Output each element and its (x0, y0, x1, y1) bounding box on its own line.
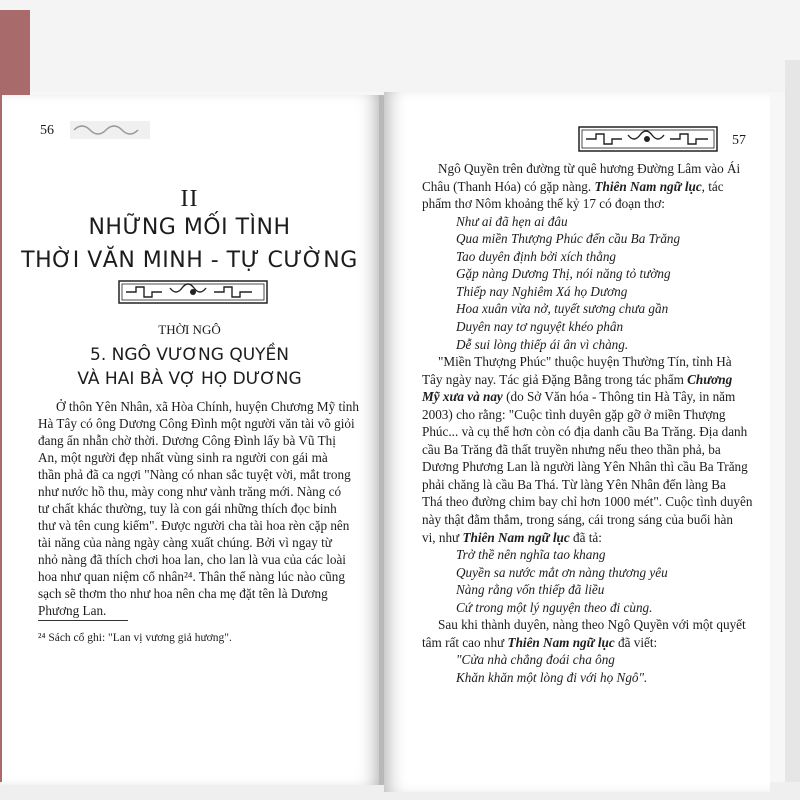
body-line: tâm rất cao như Thiên Nam ngữ lục đã viết: (422, 634, 658, 650)
section-title-line1: 5. NGÔ VƯƠNG QUYỀN (90, 345, 289, 365)
body-line: Phương Lan. (38, 603, 107, 618)
verse-line: Dễ sui lòng thiếp ái ân vì chàng. (456, 336, 629, 352)
scan-top-area (0, 0, 800, 92)
header-ornament-icon (578, 126, 718, 152)
body-line: Châu (Thanh Hóa) có gặp nàng. Thiên Nam ngữ lục, tác (422, 178, 724, 194)
chapter-number: II (180, 186, 199, 212)
chapter-title-line1: NHỮNG MỐI TÌNH (88, 215, 291, 240)
body-line: Dương Phương Lan là người làng Yên Nhân thì cầu Ba Trăng (422, 459, 748, 475)
body-line: "Miền Thượng Phúc" thuộc huyện Thường Tín, tỉnh Hà (438, 354, 732, 370)
verse-line: Như ai đã hẹn ai đâu (456, 213, 568, 229)
book-title-emphasis: Chương (683, 371, 733, 387)
book-title-emphasis: Mỹ xưa và nay (422, 389, 503, 405)
body-line: tư chất khác thường, tuy là con gái những thích đọc binh (38, 501, 337, 516)
body-line: tài năng của nàng ngày càng xuất chúng. Bởi vì ngay từ (38, 535, 332, 550)
book-title-emphasis: Thiên Nam ngữ lục (504, 634, 615, 650)
body-line: thư và tên cung kiếm". Được người cha tài hoa rèn cặp nên (38, 518, 350, 533)
body-line: này thật đằm thắm, trong sáng, cái trong sáng của buổi hàn (422, 512, 733, 527)
verse-line: Nàng rằng vốn thiếp đã liều (456, 582, 605, 598)
book-title-emphasis: Thiên Nam ngữ lục (459, 529, 570, 545)
body-line: Hà Tây có ông Dương Công Đình một người văn tài võ giỏi (38, 416, 355, 431)
footnote: ²⁴ Sách cổ ghi: "Lan vị vương giả hương". (38, 632, 232, 644)
verse-line: Trở thề nên nghĩa tao khang (456, 547, 606, 563)
body-line: phẩm thơ Nôm khoảng thế kỷ 17 có đoạn thơ: (422, 196, 665, 212)
chapter-title-line2: THỜI VĂN MINH - TỰ CƯỜNG (21, 248, 358, 273)
decorative-band-icon (118, 280, 268, 304)
body-line: 2003) cho rằng: "Cuộc tình duyên gặp gỡ ở miền Thượng (422, 406, 726, 422)
body-line: phải chăng là cầu Ba Thá. Từ làng Yên Nhân đến làng Ba (422, 476, 726, 492)
book-title-emphasis: Thiên Nam ngữ lục (591, 178, 702, 194)
verse-line: Gặp nàng Dương Thị, nói năng tỏ tường (456, 266, 671, 282)
verse-line: Khăn khăn một lòng đi với họ Ngô". (456, 669, 648, 685)
verse-line: Qua miền Thượng Phúc đến cầu Ba Trăng (456, 231, 681, 247)
body-line: hoa như quan niệm cổ nhân²⁴. Thân thể nàng lúc nào cũng (38, 569, 345, 584)
body-line: An, một người đẹp nhất vùng sinh ra người con gái mà (38, 450, 328, 465)
body-line: vi, như Thiên Nam ngữ lục đã tả: (422, 529, 602, 545)
body-line: Phúc... và cụ thể hơn còn có địa danh cầu Ba Trăng. Địa danh (422, 424, 748, 440)
section-title-line2: VÀ HAI BÀ VỢ HỌ DƯƠNG (77, 369, 302, 389)
body-line: Tây ngày nay. Tác giả Đặng Bằng trong tác phẩm Chương (422, 371, 733, 387)
right-page-number: 57 (732, 133, 746, 148)
body-line: đang ẩn nhẫn chờ thời. Dương Công Đình lấy bà Vũ Thị (38, 433, 336, 448)
era-label: THỜI NGÔ (158, 322, 221, 337)
body-line: Sau khi thành duyên, nàng theo Ngô Quyền với một quyết (438, 617, 746, 633)
verse-line: "Cửa nhà chẳng đoái cha ông (456, 652, 615, 668)
footnote-rule (38, 620, 128, 621)
left-page-number: 56 (40, 123, 54, 138)
body-line: như nước hồ thu, mày cong như vành trăng mới. Nàng có (38, 484, 342, 499)
header-ornament-icon (70, 118, 150, 142)
verse-line: Cứ trong một lý nguyện theo đi cùng. (456, 599, 653, 615)
verse-line: Hoa xuân vừa nở, tuyết sương chưa gần (456, 301, 669, 317)
body-line: Ngô Quyền trên đường từ quê hương Đường Lâm vào Ái (438, 161, 741, 176)
body-line: Ở thôn Yên Nhân, xã Hòa Chính, huyện Chương Mỹ tỉnh (56, 399, 359, 414)
verse-line: Thiếp nay Nghiêm Xá họ Dương (456, 283, 628, 299)
body-line: cầu Ba Trăng đã thất truyền nhưng nếu theo thần phả, ba (422, 441, 721, 457)
body-line: Mỹ xưa và nay (do Sở Văn hóa - Thông tin Hà Tây, in năm (422, 389, 736, 405)
verse-line: Tao duyên định bởi xích thằng (456, 248, 617, 264)
body-line: nhỏ nàng đã thích chơi hoa lan, cho lan là vua của các loài (38, 552, 346, 567)
body-line: thần phả đã ca ngợi "Nàng có nhan sắc tuyệt vời, mắt trong (38, 467, 351, 482)
verse-line: Duyên nay tơ nguyệt khéo phân (456, 318, 624, 334)
verse-line: Quyền sa nước mắt ơn nàng thương yêu (456, 564, 668, 580)
body-line: Thá theo đường chim bay chỉ hơn 1000 mét". Cuộc tình duyên (422, 494, 753, 510)
body-line: sạch sẽ thơm tho như hoa nên cha mẹ đặt tên là Dương (38, 586, 328, 601)
book-cover-edge-right (785, 60, 800, 800)
